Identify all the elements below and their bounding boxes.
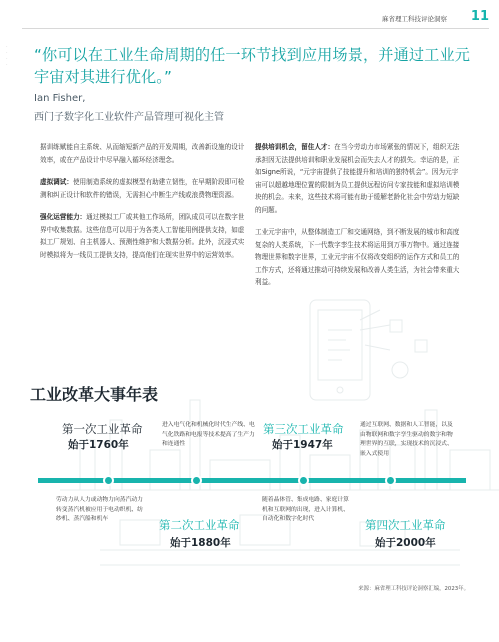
- paragraph-body: 在当今劳动力市场紧张的情况下，组织无法承担因无法提供培训和职业发展机会而失去人才的损失。幸运的是，正如Signe所说，“元宇宙提供了技能提升和培训的独特机会”。因为元宇宙可以超越地理位置的限制为员工提供远程访问专家技能和虚拟培训模块的机会。未来，这些技术将可能有助于缓解老龄化社会中劳动力短缺的问题。: [255, 143, 460, 214]
- quote-author: Ian Fisher,: [34, 93, 86, 104]
- era-year: 始于1880年: [170, 537, 231, 549]
- era-name: 第四次工业革命: [365, 518, 446, 532]
- paragraph-body: 通过模拟工厂或其他工作场所，团队成员可以在数字世界中收集数据。这些信息可以用于为各类人工智能用例提供支持，如虚拟工厂规划、自主机器人、预测性维护和大数据分析。此外，沉浸式实时模拟将为一线员工提供支持，提高他们在现实世界中的运营效率。: [40, 213, 245, 259]
- era-year: 始于2000年: [375, 537, 436, 549]
- paragraph-virtual-commissioning: [40, 176, 248, 201]
- side-margin-marks: · · · ·: [6, 44, 8, 68]
- era-description: 随着晶体管、集成电路、家庭计算机和互联网的出现，进入计算机、自动化和数字化时代: [262, 497, 349, 522]
- publication-name: 麻省理工科技评论洞察: [382, 15, 447, 23]
- paragraph-lead: 虚拟调试：: [40, 178, 73, 186]
- era-year: 始于1760年: [68, 439, 129, 451]
- timeline-marker: [385, 475, 396, 486]
- source-note: 来源：麻省理工科技评论洞察汇编，2023年。: [358, 586, 469, 592]
- timeline-marker: [191, 475, 202, 486]
- era-name: 第三次工业革命: [263, 422, 344, 436]
- header-divider: [22, 28, 489, 29]
- body-column-left: [40, 141, 248, 271]
- timeline-marker: [298, 475, 309, 486]
- era-year: 始于1947年: [272, 439, 333, 451]
- paragraph-training: [255, 141, 463, 216]
- quote-author-role: 西门子数字化工业软件产品管理可视化主管: [34, 112, 224, 123]
- paragraph-lead: 提供培训机会，留住人才：: [255, 143, 335, 151]
- era-description: 进入电气化和机械化时代生产线、电气化铁路和电报等技术提高了生产力和连通性: [162, 422, 255, 447]
- era-description: 通过互联网、数据和人工智能，以及由物联网和数字孪生驱动的数字和物理世界的互联，实现技术的沉浸式、嵌入式使用: [360, 422, 453, 457]
- paragraph-lead: 强化运营能力：: [40, 213, 87, 221]
- era-name: 第二次工业革命: [159, 518, 240, 532]
- pull-quote: “你可以在工业生命周期的任一环节找到应用场景，并通过工业元宇宙对其进行优化。”: [34, 46, 471, 86]
- paragraph-conclusion: 工业元宇宙中，从整体制造工厂和交通网络，到不断发展的城市和高度复杂的人类系统，下一代数字孪生技术将运用到万事万物中。通过连接物理世界和数字世界，工业元宇宙不仅将改变组织的运作方式和员工的工作方式，还将通过推动可持续发展和改善人类生活，为社会带来重大利益。: [255, 228, 460, 286]
- paragraph-intro: 据训练赋能自主系统、从而缩短新产品的开发周期，改善新设施的设计效率，或在产品设计中尽早融入循环经济理念。: [40, 143, 245, 164]
- body-column-right: [255, 141, 463, 299]
- era-description: 劳动力从人力或动物力向蒸汽动力转变蒸汽机被应用于电动织机、纺纱机、蒸汽船和机车: [56, 497, 143, 522]
- timeline-marker: [103, 475, 114, 486]
- paragraph-operations: [40, 211, 248, 261]
- page-number: 11: [470, 9, 489, 24]
- paragraph-body: 使用制造系统的虚拟模型有助建立韧性，在早期阶段即可检测和纠正设计和软件的错误，无需担心中断生产线或浪费物理资源。: [40, 178, 245, 199]
- timeline-title: 工业改革大事年表: [30, 385, 159, 404]
- era-name: 第一次工业革命: [62, 422, 143, 436]
